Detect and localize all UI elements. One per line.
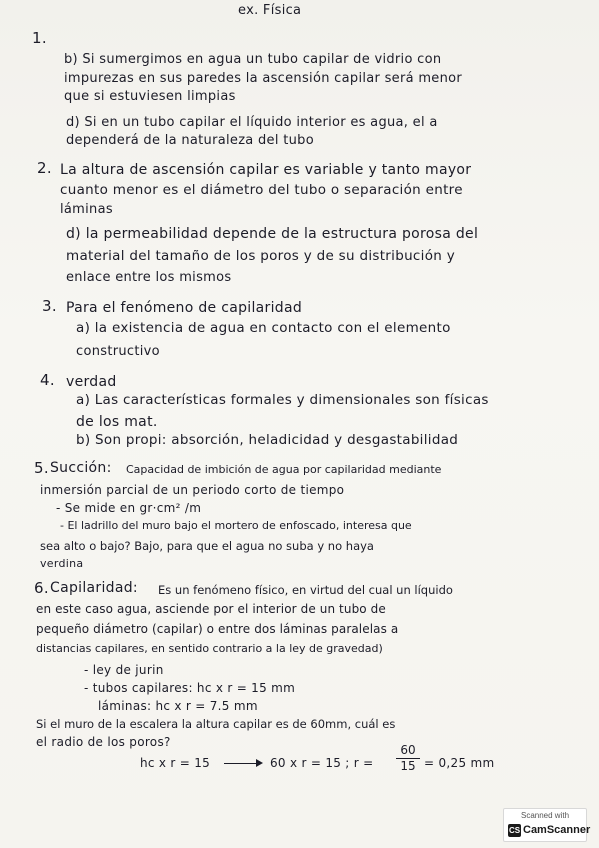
q1-d-line2: dependerá de la naturaleza del tubo [66, 133, 314, 148]
scanned-with-label: Scanned with [520, 811, 570, 820]
question-1-number: 1. [32, 29, 47, 47]
q1-d-line1: d) Si en un tubo capilar el líquido interior es agua, el a [66, 115, 438, 130]
q2-d-line3: enlace entre los mismos [66, 270, 232, 285]
camscanner-watermark [503, 808, 591, 842]
camscanner-logo-icon: CS [508, 826, 521, 835]
q4-a-line1: a) Las características formales y dimensionales son físicas [76, 392, 489, 408]
q5-line2: inmersión parcial de un periodo corto de tiempo [40, 483, 345, 497]
q4-b-line1: b) Son propi: absorción, heladicidad y desgastabilidad [76, 432, 459, 448]
q2-d-line1: d) la permeabilidad depende de la estructura porosa del [66, 226, 479, 242]
q5-line4: - El ladrillo del muro bajo el mortero de enfoscado, interesa que [60, 519, 412, 532]
q6-line6: - tubos capilares: hc x r = 15 mm [84, 681, 296, 695]
question-5-number: 5. [34, 459, 49, 477]
q5-line3: - Se mide en gr·cm² /m [56, 501, 202, 515]
arrow-right-icon [256, 759, 263, 767]
q3-line1: Para el fenómeno de capilaridad [66, 300, 303, 316]
q2-line3: láminas [60, 202, 113, 217]
q6-line5: - ley de jurin [84, 663, 164, 677]
q5-term: Succión: [50, 460, 112, 476]
q4-line1: verdad [66, 374, 117, 390]
question-2-number: 2. [37, 159, 52, 177]
q3-a-line2: constructivo [76, 344, 160, 359]
q6-line4: distancias capilares, en sentido contrario a la ley de gravedad) [36, 642, 383, 655]
q5-line1: Capacidad de imbición de agua por capilaridad mediante [126, 463, 442, 476]
question-4-number: 4. [40, 371, 55, 389]
q2-line1: La altura de ascensión capilar es variable y tanto mayor [60, 162, 472, 178]
equation-left: hc x r = 15 [140, 756, 211, 770]
q1-b-line1: b) Si sumergimos en agua un tubo capilar de vidrio con [64, 52, 442, 67]
q5-line5: sea alto o bajo? Bajo, para que el agua no suba y no haya [40, 539, 374, 553]
q2-d-line2: material del tamaño de los poros y de su distribución y [66, 248, 455, 264]
q6-line1: Es un fenómeno físico, en virtud del cual un líquido [158, 583, 453, 597]
q6-line3: pequeño diámetro (capilar) o entre dos láminas paralelas a [36, 622, 399, 636]
q1-b-line3: que si estuviesen limpias [64, 89, 236, 104]
equation-fraction [396, 744, 420, 773]
q1-b-line2: impurezas en sus paredes la ascensión capilar será menor [64, 71, 463, 86]
q2-line2: cuanto menor es el diámetro del tubo o separación entre [60, 182, 463, 198]
page-title: ex. Física [238, 3, 302, 18]
q6-line8: Si el muro de la escalera la altura capilar es de 60mm, cuál es [36, 717, 396, 731]
equation-result: = 0,25 mm [424, 756, 495, 770]
q6-line9: el radio de los poros? [36, 735, 171, 749]
q6-line2: en este caso agua, asciende por el interior de un tubo de [36, 602, 386, 616]
camscanner-name: CamScanner [523, 824, 591, 836]
q6-term: Capilaridad: [50, 580, 138, 596]
q4-a-line2: de los mat. [76, 414, 158, 430]
q6-line7: láminas: hc x r = 7.5 mm [98, 699, 258, 713]
question-3-number: 3. [42, 297, 57, 315]
fraction-denominator: 15 [400, 759, 416, 773]
q5-line6: verdina [40, 557, 84, 570]
fraction-numerator: 60 [400, 743, 416, 757]
question-6-number: 6. [34, 579, 49, 597]
q3-a-line1: a) la existencia de agua en contacto con el elemento [76, 320, 451, 336]
equation-arrow-line [224, 763, 258, 764]
equation-middle: 60 x r = 15 ; r = [270, 756, 374, 770]
